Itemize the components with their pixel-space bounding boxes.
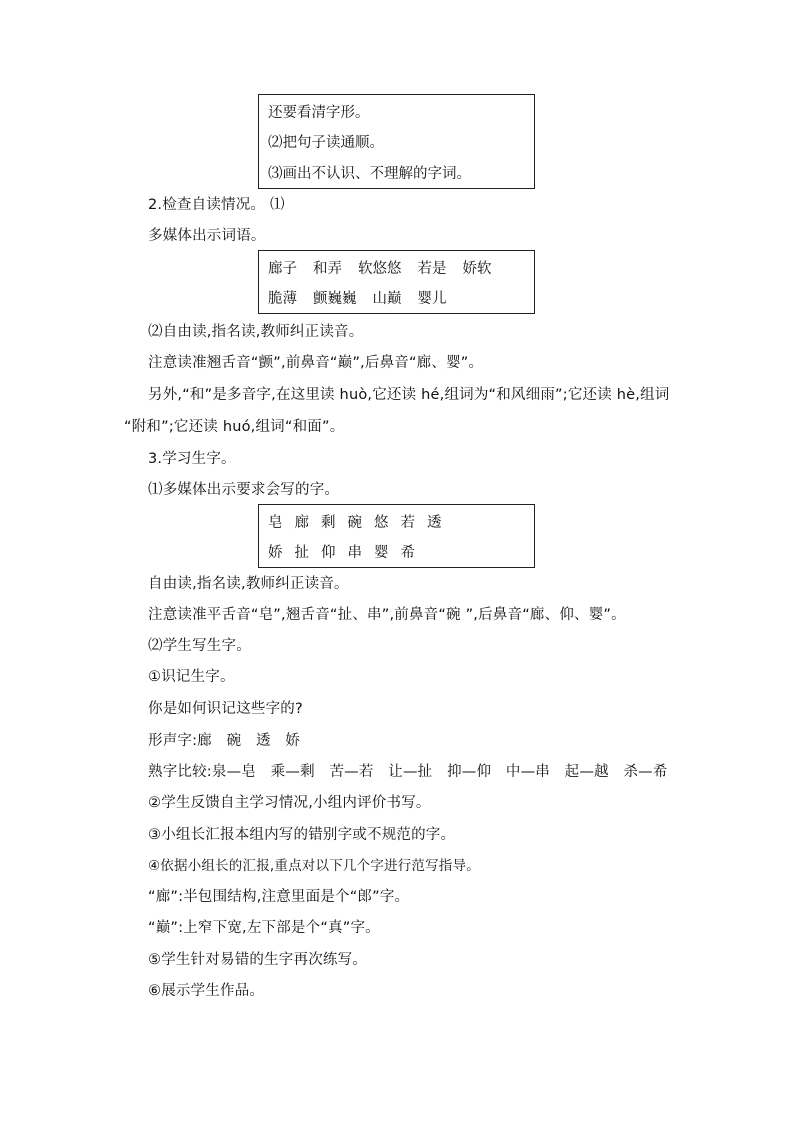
word: 娇软 <box>462 261 492 277</box>
character: 若 <box>400 515 415 531</box>
character-list-box <box>258 504 535 568</box>
section-heading: 2.检查自读情况。 ⑴ <box>148 197 285 213</box>
character: 婴 <box>374 545 389 561</box>
word: 婴儿 <box>417 291 447 307</box>
word-list-box <box>258 250 535 314</box>
word: 山巅 <box>372 291 402 307</box>
word: 脆薄 <box>268 291 297 307</box>
paragraph: “巅”:上窄下宽,左下部是个“真”字。 <box>148 920 380 936</box>
word: 和弄 <box>313 261 342 277</box>
instruction-box <box>258 94 535 189</box>
paragraph: ⑥展示学生作品。 <box>148 983 265 999</box>
paragraph: 另外,“和”是多音字,在这里读 huò,它还读 hé,组词为“和风细雨”;它还读 hè,组词 <box>148 387 670 403</box>
paragraph: 熟字比较:泉—皂 乘—剩 苦—若 让—扯 抑—仰 中—串 起—越 杀—希 <box>148 764 668 780</box>
character: 仰 <box>321 545 336 561</box>
character-row <box>268 513 454 533</box>
word: 若是 <box>417 261 447 277</box>
character: 悠 <box>374 515 389 531</box>
character: 碗 <box>347 515 362 531</box>
paragraph: ⑤学生针对易错的生字再次练写。 <box>148 952 367 968</box>
character: 廊 <box>294 515 309 531</box>
word-row <box>268 259 508 279</box>
word: 颤巍巍 <box>313 291 357 307</box>
paragraph: 注意读准翘舌音“颤”,前鼻音“巅”,后鼻音“廊、婴”。 <box>148 355 484 371</box>
paragraph: ⑵学生写生字。 <box>148 638 251 654</box>
paragraph: “附和”;它还读 huó,组词“和面”。 <box>124 419 345 435</box>
character: 剩 <box>321 515 336 531</box>
paragraph: ④依据小组长的汇报,重点对以下几个字进行范写指导。 <box>148 858 480 874</box>
word: 软悠悠 <box>358 261 402 277</box>
box-line: 还要看清字形。 <box>268 105 370 121</box>
paragraph: ⑵自由读,指名读,教师纠正读音。 <box>148 324 364 340</box>
character: 透 <box>427 515 442 531</box>
paragraph: ②学生反馈自主学习情况,小组内评价书写。 <box>148 795 431 811</box>
character-row <box>268 543 427 563</box>
character: 娇 <box>268 545 283 561</box>
paragraph: 形声字:廊 碗 透 娇 <box>148 733 301 749</box>
character: 皂 <box>268 515 283 531</box>
paragraph: ⑴多媒体出示要求会写的字。 <box>148 482 340 498</box>
paragraph: 多媒体出示词语。 <box>148 228 266 244</box>
paragraph: “廊”:半包围结构,注意里面是个“郎”字。 <box>148 889 410 905</box>
paragraph: ③小组长汇报本组内写的错别字或不规范的字。 <box>148 827 456 843</box>
box-line: ⑵把句子读通顺。 <box>268 135 384 151</box>
paragraph: 你是如何识记这些字的? <box>148 701 303 717</box>
section-heading: 3.学习生字。 <box>148 451 236 467</box>
character: 扯 <box>294 545 309 561</box>
paragraph: ①识记生字。 <box>148 669 235 685</box>
box-line: ⑶画出不认识、不理解的字词。 <box>268 166 471 182</box>
paragraph: 自由读,指名读,教师纠正读音。 <box>148 576 349 592</box>
character: 希 <box>400 545 415 561</box>
word: 廊子 <box>268 261 297 277</box>
paragraph: 注意读准平舌音“皂”,翘舌音“扯、串”,前鼻音“碗 ”,后鼻音“廊、仰、婴”。 <box>148 607 626 623</box>
character: 串 <box>347 545 362 561</box>
word-row <box>268 289 463 309</box>
